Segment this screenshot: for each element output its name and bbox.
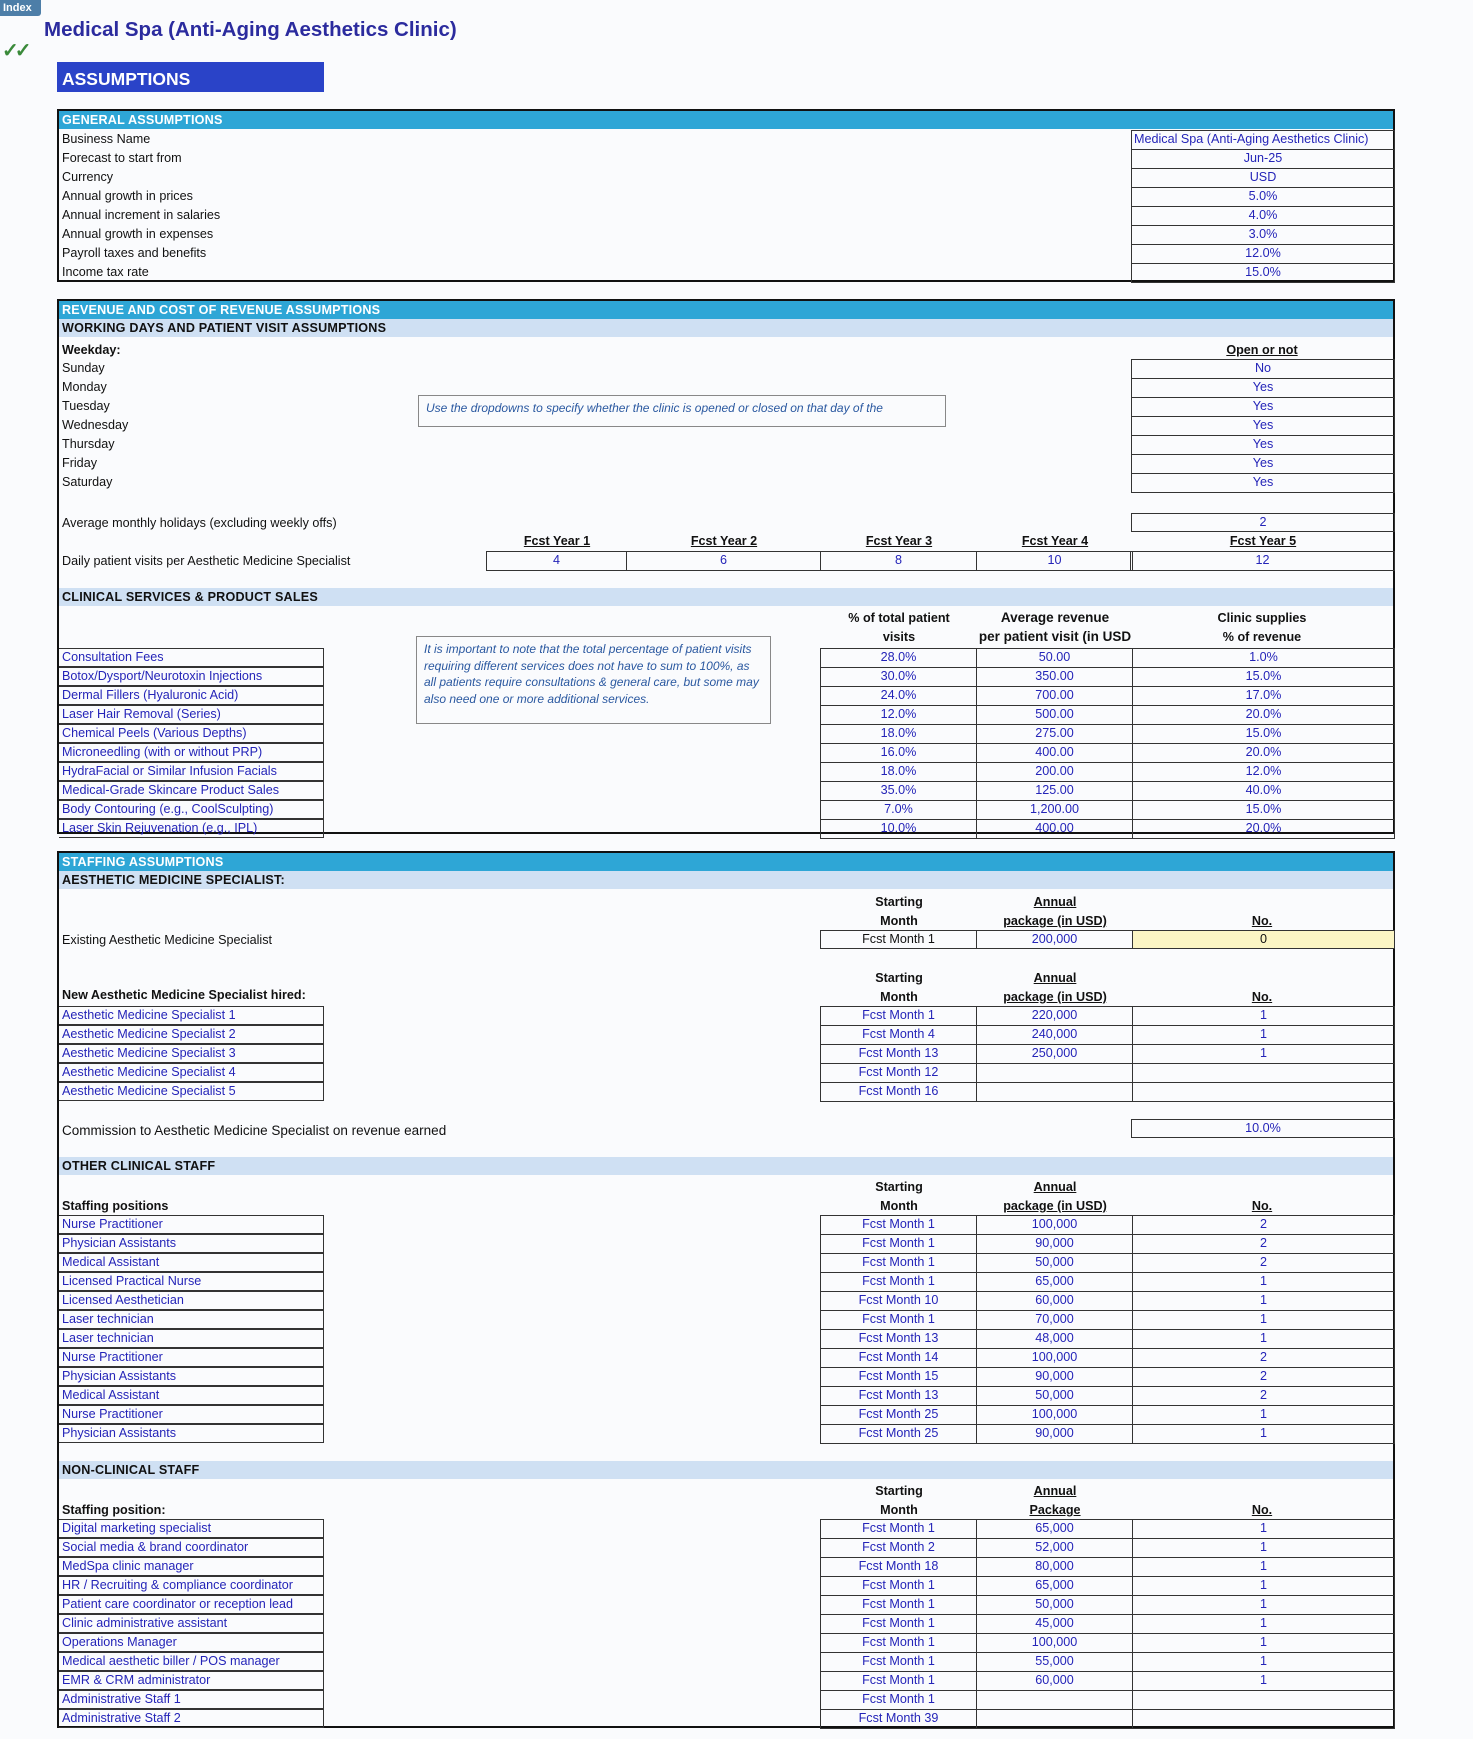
staff-position[interactable]: HR / Recruiting & compliance coordinator — [59, 1576, 324, 1595]
staff-position[interactable]: Licensed Aesthetician — [59, 1291, 324, 1310]
staff-count[interactable]: 1 — [1132, 1576, 1395, 1596]
service-name[interactable]: Consultation Fees — [59, 648, 324, 667]
staff-position[interactable]: Aesthetic Medicine Specialist 1 — [59, 1006, 324, 1025]
staff-count[interactable]: 1 — [1132, 1006, 1395, 1026]
visits-label: Daily patient visits per Aesthetic Medicine Specialist — [62, 554, 351, 568]
staff-package[interactable]: 90,000 — [976, 1424, 1133, 1444]
staff-position[interactable]: Laser technician — [59, 1329, 324, 1348]
staff-package[interactable]: 50,000 — [976, 1386, 1133, 1406]
services-note: It is important to note that the total percentage of patient visits requiring different services does not have to sum to 100%, as all patients require consultations & general care, but some may also need one or more additional services. — [416, 636, 771, 724]
nc-pkg-h1: Annual — [1033, 1484, 1077, 1498]
staff-count[interactable]: 1 — [1132, 1329, 1395, 1349]
visits-year-5[interactable]: 12 — [1130, 551, 1395, 571]
avg-revenue-header-2: per patient visit (in USD — [978, 629, 1132, 644]
new-no-h: No. — [1251, 990, 1273, 1004]
pct-visits-header-1: % of total patient — [848, 611, 950, 625]
staff-package[interactable] — [976, 1709, 1133, 1729]
service-pct[interactable]: 12.0% — [820, 705, 977, 725]
general-label: Forecast to start from — [62, 151, 182, 165]
staff-start-month[interactable]: Fcst Month 25 — [820, 1424, 977, 1444]
service-pct[interactable]: 28.0% — [820, 648, 977, 668]
service-supplies[interactable]: 15.0% — [1132, 724, 1395, 744]
open-dropdown[interactable]: Yes — [1131, 454, 1395, 474]
staff-count[interactable]: 2 — [1132, 1234, 1395, 1254]
staff-package[interactable]: 65,000 — [976, 1272, 1133, 1292]
staff-count[interactable]: 1 — [1132, 1424, 1395, 1444]
staff-count[interactable] — [1132, 1709, 1395, 1729]
service-rev[interactable]: 200.00 — [976, 762, 1133, 782]
clinical-services-header: CLINICAL SERVICES & PRODUCT SALES — [59, 588, 1393, 606]
non-clinical-header: NON-CLINICAL STAFF — [59, 1461, 1393, 1479]
service-pct[interactable]: 10.0% — [820, 819, 977, 839]
staff-position[interactable]: Laser technician — [59, 1310, 324, 1329]
weekday-wednesday: Wednesday — [62, 418, 129, 432]
staff-package[interactable]: 90,000 — [976, 1367, 1133, 1387]
staff-package[interactable]: 220,000 — [976, 1006, 1133, 1026]
staff-count[interactable]: 2 — [1132, 1215, 1395, 1235]
weekday-tuesday: Tuesday — [62, 399, 110, 413]
pct-visits-header-2: visits — [882, 630, 916, 644]
service-pct[interactable]: 16.0% — [820, 743, 977, 763]
new-pkg-h2: package (in USD) — [1003, 990, 1107, 1004]
staff-package[interactable]: 100,000 — [976, 1405, 1133, 1425]
open-dropdown[interactable]: Yes — [1131, 435, 1395, 455]
visits-year-2[interactable]: 6 — [626, 551, 821, 571]
new-start-h2: Month — [880, 990, 918, 1004]
general-assumptions-header: GENERAL ASSUMPTIONS — [59, 111, 1393, 129]
staffing-position-label: Staffing position: — [62, 1503, 166, 1517]
staff-start-month[interactable]: Fcst Month 1 — [820, 1519, 977, 1539]
service-pct[interactable]: 7.0% — [820, 800, 977, 820]
staff-position[interactable]: Administrative Staff 1 — [59, 1690, 324, 1709]
general-value[interactable]: USD — [1131, 168, 1395, 188]
general-label: Business Name — [62, 132, 151, 146]
staff-package[interactable] — [976, 1063, 1133, 1083]
staff-start-month[interactable]: Fcst Month 18 — [820, 1557, 977, 1577]
service-rev[interactable]: 125.00 — [976, 781, 1133, 801]
supplies-header-2: % of revenue — [1222, 630, 1302, 644]
staff-package[interactable]: 45,000 — [976, 1614, 1133, 1634]
open-dropdown[interactable]: Yes — [1131, 378, 1395, 398]
nc-no-h: No. — [1251, 1503, 1273, 1517]
staff-count[interactable]: 1 — [1132, 1272, 1395, 1292]
staff-package[interactable]: 240,000 — [976, 1025, 1133, 1045]
staff-start-month[interactable]: Fcst Month 1 — [820, 1633, 977, 1653]
service-rev[interactable]: 400.00 — [976, 743, 1133, 763]
service-name[interactable]: Chemical Peels (Various Depths) — [59, 724, 324, 743]
staff-count[interactable]: 1 — [1132, 1291, 1395, 1311]
weekday-saturday: Saturday — [62, 475, 113, 489]
weekday-label: Weekday: — [62, 343, 121, 357]
ams-pkg-h2: package (in USD) — [1003, 914, 1107, 928]
staff-count[interactable] — [1132, 1690, 1395, 1710]
service-rev[interactable]: 350.00 — [976, 667, 1133, 687]
staff-start-month[interactable]: Fcst Month 13 — [820, 1386, 977, 1406]
staff-package[interactable]: 90,000 — [976, 1234, 1133, 1254]
staff-start-month[interactable]: Fcst Month 1 — [820, 1595, 977, 1615]
commission-label: Commission to Aesthetic Medicine Specialist on revenue earned — [62, 1123, 447, 1138]
new-hires-label: New Aesthetic Medicine Specialist hired: — [62, 988, 306, 1002]
service-name[interactable]: Medical-Grade Skincare Product Sales — [59, 781, 324, 800]
staff-package[interactable]: 50,000 — [976, 1253, 1133, 1273]
staff-package[interactable]: 100,000 — [976, 1348, 1133, 1368]
visits-year-4[interactable]: 10 — [976, 551, 1133, 571]
dropdown-note: Use the dropdowns to specify whether the clinic is opened or closed on that day of the — [418, 395, 946, 427]
staffing-section — [57, 851, 1395, 1728]
service-name[interactable]: Dermal Fillers (Hyaluronic Acid) — [59, 686, 324, 705]
weekday-monday: Monday — [62, 380, 107, 394]
service-supplies[interactable]: 20.0% — [1132, 743, 1395, 763]
staff-count[interactable]: 1 — [1132, 1310, 1395, 1330]
year-header-2: Fcst Year 2 — [690, 534, 758, 548]
open-dropdown[interactable]: Yes — [1131, 397, 1395, 417]
staff-position[interactable]: Operations Manager — [59, 1633, 324, 1652]
staff-start-month[interactable]: Fcst Month 14 — [820, 1348, 977, 1368]
staff-start-month[interactable]: Fcst Month 1 — [820, 1614, 977, 1634]
staff-start-month[interactable]: Fcst Month 25 — [820, 1405, 977, 1425]
existing-label: Existing Aesthetic Medicine Specialist — [62, 933, 272, 947]
general-label: Income tax rate — [62, 265, 149, 279]
staff-position[interactable]: MedSpa clinic manager — [59, 1557, 324, 1576]
service-supplies[interactable]: 17.0% — [1132, 686, 1395, 706]
nc-start-h1: Starting — [875, 1484, 923, 1498]
staff-package[interactable]: 100,000 — [976, 1633, 1133, 1653]
staff-start-month[interactable]: Fcst Month 1 — [820, 1652, 977, 1672]
staff-start-month[interactable]: Fcst Month 12 — [820, 1063, 977, 1083]
open-dropdown[interactable]: Yes — [1131, 416, 1395, 436]
other-start-h2: Month — [880, 1199, 918, 1213]
other-clinical-header: OTHER CLINICAL STAFF — [59, 1157, 1393, 1175]
staff-start-month[interactable]: Fcst Month 1 — [820, 1253, 977, 1273]
staff-start-month[interactable]: Fcst Month 1 — [820, 1310, 977, 1330]
staff-package[interactable]: 60,000 — [976, 1671, 1133, 1691]
staff-count[interactable]: 2 — [1132, 1367, 1395, 1387]
staff-count[interactable]: 1 — [1132, 1595, 1395, 1615]
service-name[interactable]: HydraFacial or Similar Infusion Facials — [59, 762, 324, 781]
service-supplies[interactable]: 40.0% — [1132, 781, 1395, 801]
check-icon: ✓✓ — [2, 40, 28, 62]
staff-position[interactable]: Aesthetic Medicine Specialist 2 — [59, 1025, 324, 1044]
service-name[interactable]: Laser Hair Removal (Series) — [59, 705, 324, 724]
general-label: Currency — [62, 170, 114, 184]
staff-position[interactable]: Nurse Practitioner — [59, 1215, 324, 1234]
working-days-header: WORKING DAYS AND PATIENT VISIT ASSUMPTIONS — [59, 319, 1393, 337]
staff-package[interactable]: 60,000 — [976, 1291, 1133, 1311]
avg-revenue-header-1: Average revenue — [1000, 610, 1110, 625]
staff-count[interactable]: 2 — [1132, 1348, 1395, 1368]
general-value[interactable]: 5.0% — [1131, 187, 1395, 207]
year-header-1: Fcst Year 1 — [523, 534, 591, 548]
open-dropdown[interactable]: Yes — [1131, 473, 1395, 493]
staff-count[interactable]: 2 — [1132, 1386, 1395, 1406]
service-supplies[interactable]: 20.0% — [1132, 705, 1395, 725]
other-no-h: No. — [1251, 1199, 1273, 1213]
staff-position[interactable]: Aesthetic Medicine Specialist 5 — [59, 1082, 324, 1101]
service-supplies[interactable]: 15.0% — [1132, 800, 1395, 820]
staff-package[interactable]: 80,000 — [976, 1557, 1133, 1577]
service-name[interactable]: Body Contouring (e.g., CoolSculpting) — [59, 800, 324, 819]
service-pct[interactable]: 18.0% — [820, 762, 977, 782]
staff-position[interactable]: Patient care coordinator or reception lead — [59, 1595, 324, 1614]
existing-start[interactable]: Fcst Month 1 — [820, 930, 977, 949]
staff-count[interactable]: 2 — [1132, 1253, 1395, 1273]
staff-count[interactable] — [1132, 1082, 1395, 1102]
holidays-label: Average monthly holidays (excluding weekly offs) — [62, 516, 337, 530]
staff-package[interactable]: 65,000 — [976, 1519, 1133, 1539]
service-supplies[interactable]: 1.0% — [1132, 648, 1395, 668]
staff-count[interactable]: 1 — [1132, 1519, 1395, 1539]
service-name[interactable]: Laser Skin Rejuvenation (e.g., IPL) — [59, 819, 324, 838]
staff-package[interactable]: 65,000 — [976, 1576, 1133, 1596]
page-title: Medical Spa (Anti-Aging Aesthetics Clinic) — [44, 18, 457, 41]
service-pct[interactable]: 24.0% — [820, 686, 977, 706]
new-start-h1: Starting — [875, 971, 923, 985]
general-value[interactable]: 15.0% — [1131, 263, 1395, 283]
general-label: Annual growth in expenses — [62, 227, 214, 241]
year-header-5: Fcst Year 5 — [1229, 534, 1297, 548]
service-pct[interactable]: 35.0% — [820, 781, 977, 801]
service-rev[interactable]: 700.00 — [976, 686, 1133, 706]
existing-pkg[interactable]: 200,000 — [976, 930, 1133, 949]
staff-count[interactable]: 1 — [1132, 1538, 1395, 1558]
staff-start-month[interactable]: Fcst Month 1 — [820, 1671, 977, 1691]
staff-position[interactable]: Licensed Practical Nurse — [59, 1272, 324, 1291]
staff-position[interactable]: Medical Assistant — [59, 1386, 324, 1405]
general-label: Annual increment in salaries — [62, 208, 221, 222]
general-label: Annual growth in prices — [62, 189, 193, 203]
staff-start-month[interactable]: Fcst Month 39 — [820, 1709, 977, 1729]
service-supplies[interactable]: 12.0% — [1132, 762, 1395, 782]
visits-year-3[interactable]: 8 — [820, 551, 977, 571]
staff-position[interactable]: Digital marketing specialist — [59, 1519, 324, 1538]
staff-position[interactable]: Nurse Practitioner — [59, 1348, 324, 1367]
service-pct[interactable]: 30.0% — [820, 667, 977, 687]
staff-position[interactable]: Aesthetic Medicine Specialist 4 — [59, 1063, 324, 1082]
staff-start-month[interactable]: Fcst Month 1 — [820, 1215, 977, 1235]
staff-start-month[interactable]: Fcst Month 13 — [820, 1044, 977, 1064]
weekday-thursday: Thursday — [62, 437, 115, 451]
service-supplies[interactable]: 15.0% — [1132, 667, 1395, 687]
service-rev[interactable]: 1,200.00 — [976, 800, 1133, 820]
general-value[interactable]: 12.0% — [1131, 244, 1395, 264]
year-header-3: Fcst Year 3 — [865, 534, 933, 548]
ams-no-h: No. — [1251, 914, 1273, 928]
staff-start-month[interactable]: Fcst Month 13 — [820, 1329, 977, 1349]
staff-package[interactable] — [976, 1082, 1133, 1102]
staff-start-month[interactable]: Fcst Month 1 — [820, 1576, 977, 1596]
staff-count[interactable]: 1 — [1132, 1405, 1395, 1425]
visits-year-1[interactable]: 4 — [486, 551, 627, 571]
service-rev[interactable]: 275.00 — [976, 724, 1133, 744]
staff-position[interactable]: Physician Assistants — [59, 1234, 324, 1253]
nc-pkg-h2: Package — [1029, 1503, 1081, 1517]
weekday-friday: Friday — [62, 456, 97, 470]
staff-start-month[interactable]: Fcst Month 4 — [820, 1025, 977, 1045]
staff-start-month[interactable]: Fcst Month 15 — [820, 1367, 977, 1387]
other-pkg-h1: Annual — [1033, 1180, 1077, 1194]
staff-package[interactable]: 70,000 — [976, 1310, 1133, 1330]
staff-package[interactable]: 250,000 — [976, 1044, 1133, 1064]
year-header-4: Fcst Year 4 — [1021, 534, 1089, 548]
staff-start-month[interactable]: Fcst Month 16 — [820, 1082, 977, 1102]
staff-position[interactable]: Physician Assistants — [59, 1424, 324, 1443]
weekday-sunday: Sunday — [62, 361, 105, 375]
staff-count[interactable]: 1 — [1132, 1633, 1395, 1653]
service-name[interactable]: Microneedling (with or without PRP) — [59, 743, 324, 762]
staffing-header: STAFFING ASSUMPTIONS — [59, 853, 1393, 871]
open-dropdown[interactable]: No — [1131, 359, 1395, 379]
revenue-header: REVENUE AND COST OF REVENUE ASSUMPTIONS — [59, 301, 1393, 319]
staff-position[interactable]: Nurse Practitioner — [59, 1405, 324, 1424]
staff-position[interactable]: Social media & brand coordinator — [59, 1538, 324, 1557]
staff-package[interactable] — [976, 1690, 1133, 1710]
staff-position[interactable]: Administrative Staff 2 — [59, 1709, 324, 1728]
assumptions-banner: ASSUMPTIONS — [57, 62, 324, 92]
general-value[interactable]: 3.0% — [1131, 225, 1395, 245]
service-name[interactable]: Botox/Dysport/Neurotoxin Injections — [59, 667, 324, 686]
staff-count[interactable] — [1132, 1063, 1395, 1083]
new-pkg-h1: Annual — [1033, 971, 1077, 985]
supplies-header-1: Clinic supplies — [1217, 611, 1307, 625]
staff-position[interactable]: Clinic administrative assistant — [59, 1614, 324, 1633]
service-rev[interactable]: 500.00 — [976, 705, 1133, 725]
staff-start-month[interactable]: Fcst Month 1 — [820, 1234, 977, 1254]
staff-start-month[interactable]: Fcst Month 10 — [820, 1291, 977, 1311]
service-pct[interactable]: 18.0% — [820, 724, 977, 744]
ams-header: AESTHETIC MEDICINE SPECIALIST: — [59, 871, 1393, 889]
ams-start-h2: Month — [880, 914, 918, 928]
staff-package[interactable]: 52,000 — [976, 1538, 1133, 1558]
ams-pkg-h1: Annual — [1033, 895, 1077, 909]
open-or-not-header: Open or not — [1226, 343, 1298, 357]
holidays-value[interactable]: 2 — [1131, 513, 1395, 532]
staff-position[interactable]: Aesthetic Medicine Specialist 3 — [59, 1044, 324, 1063]
staff-count[interactable]: 1 — [1132, 1652, 1395, 1672]
staff-start-month[interactable]: Fcst Month 1 — [820, 1272, 977, 1292]
staff-position[interactable]: Medical aesthetic biller / POS manager — [59, 1652, 324, 1671]
staff-package[interactable]: 100,000 — [976, 1215, 1133, 1235]
index-tab[interactable]: Index — [0, 0, 41, 16]
staff-position[interactable]: EMR & CRM administrator — [59, 1671, 324, 1690]
staff-start-month[interactable]: Fcst Month 1 — [820, 1006, 977, 1026]
staff-count[interactable]: 1 — [1132, 1671, 1395, 1691]
staff-position[interactable]: Physician Assistants — [59, 1367, 324, 1386]
general-value[interactable]: 4.0% — [1131, 206, 1395, 226]
commission-value[interactable]: 10.0% — [1131, 1119, 1395, 1138]
service-rev[interactable]: 400.00 — [976, 819, 1133, 839]
staffing-positions-label: Staffing positions — [62, 1199, 169, 1213]
staff-package[interactable]: 55,000 — [976, 1652, 1133, 1672]
general-assumptions-section — [57, 109, 1395, 282]
staff-count[interactable]: 1 — [1132, 1025, 1395, 1045]
existing-no[interactable]: 0 — [1132, 930, 1395, 949]
other-pkg-h2: package (in USD) — [1003, 1199, 1107, 1213]
staff-count[interactable]: 1 — [1132, 1614, 1395, 1634]
nc-start-h2: Month — [880, 1503, 918, 1517]
staff-start-month[interactable]: Fcst Month 2 — [820, 1538, 977, 1558]
staff-count[interactable]: 1 — [1132, 1557, 1395, 1577]
ams-start-h1: Starting — [875, 895, 923, 909]
general-value[interactable]: Medical Spa (Anti-Aging Aesthetics Clinic) — [1131, 130, 1395, 150]
staff-start-month[interactable]: Fcst Month 1 — [820, 1690, 977, 1710]
service-rev[interactable]: 50.00 — [976, 648, 1133, 668]
staff-package[interactable]: 50,000 — [976, 1595, 1133, 1615]
revenue-section — [57, 299, 1395, 834]
general-value[interactable]: Jun-25 — [1131, 149, 1395, 169]
staff-package[interactable]: 48,000 — [976, 1329, 1133, 1349]
other-start-h1: Starting — [875, 1180, 923, 1194]
general-label: Payroll taxes and benefits — [62, 246, 207, 260]
staff-position[interactable]: Medical Assistant — [59, 1253, 324, 1272]
staff-count[interactable]: 1 — [1132, 1044, 1395, 1064]
service-supplies[interactable]: 20.0% — [1132, 819, 1395, 839]
